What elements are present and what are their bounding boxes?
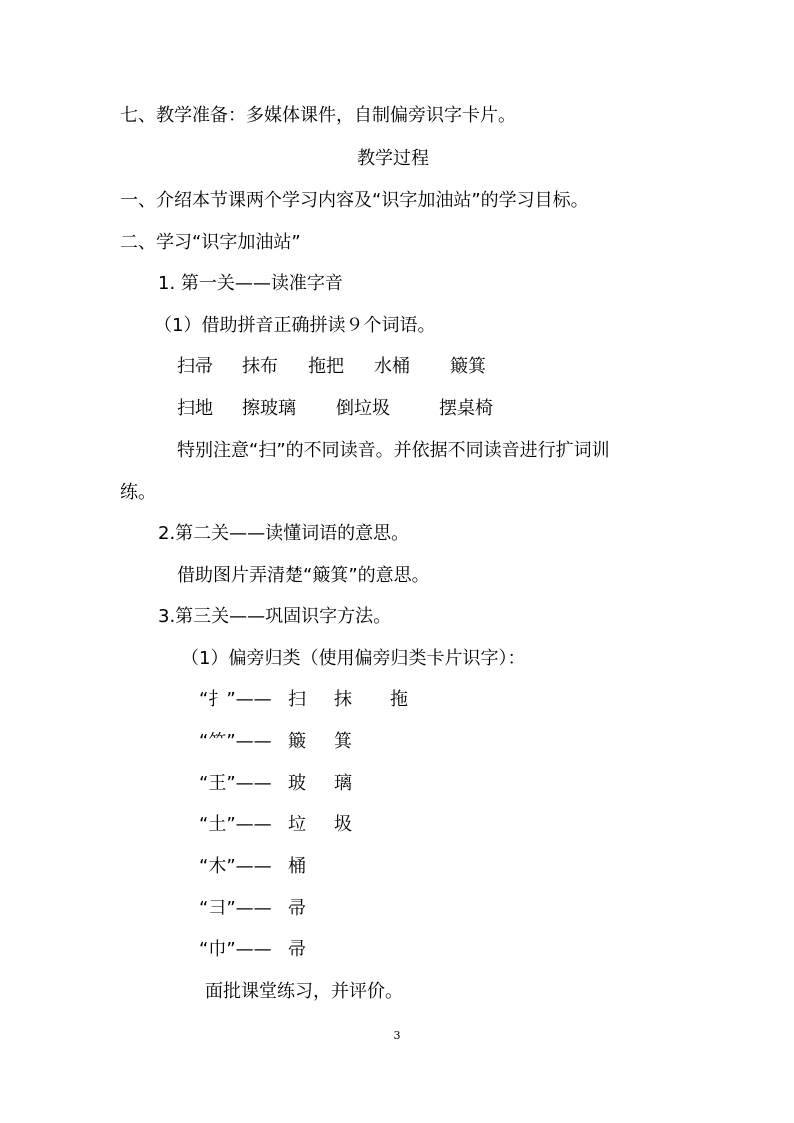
char: 抹 (334, 689, 352, 710)
word: 擦玻璃 (242, 398, 296, 419)
char: 垃 (288, 814, 306, 835)
level2-text: 借助图片弄清楚“簸箕”的意思。 (177, 565, 430, 586)
radical-label: “彐”—— (199, 898, 272, 919)
char: 圾 (334, 814, 352, 835)
level2-title: 2.第二关——读懂词语的意思。 (158, 523, 410, 544)
level1-note-continued: 练。 (120, 482, 156, 503)
level1-title: 1. 第一关——读准字音 (158, 273, 343, 294)
level3-title: 3.第三关——巩固识字方法。 (158, 606, 392, 627)
radical-label: “⺮”—— (199, 731, 272, 752)
char: 帚 (288, 898, 306, 919)
level1-step: （1）借助拼音正确拼读９个词语。 (154, 315, 436, 336)
char: 桶 (288, 856, 306, 877)
char: 拖 (390, 689, 408, 710)
char: 箕 (334, 731, 352, 752)
char: 玻 (288, 773, 306, 794)
radical-label: “王”—— (199, 773, 272, 794)
radical-label: “土”—— (199, 814, 272, 835)
word: 扫地 (177, 398, 213, 419)
char: 簸 (288, 731, 306, 752)
radical-label: “巾”—— (199, 939, 272, 960)
word: 抹布 (242, 356, 278, 377)
word: 摆桌椅 (439, 398, 493, 419)
radical-label: “木”—— (199, 856, 272, 877)
word: 簸箕 (450, 356, 486, 377)
word: 拖把 (308, 356, 344, 377)
section-two: 二、学习“识字加油站” (120, 232, 301, 253)
section-one: 一、介绍本节课两个学习内容及“识字加油站”的学习目标。 (120, 190, 589, 211)
char: 扫 (288, 689, 306, 710)
section-heading: 教学过程 (357, 148, 429, 169)
char: 帚 (288, 939, 306, 960)
level1-note: 特别注意“扫”的不同读音。并依据不同读音进行扩词训 (177, 440, 610, 461)
radical-label: “扌”—— (199, 689, 272, 710)
closing-line: 面批课堂练习，并评价。 (205, 981, 403, 1002)
page-number: 3 (393, 1029, 401, 1042)
level3-step: （1）偏旁归类（使用偏旁归类卡片识字）： (181, 648, 526, 669)
word: 水桶 (374, 356, 410, 377)
word: 扫帚 (177, 356, 213, 377)
char: 璃 (334, 773, 352, 794)
word: 倒垃圾 (336, 398, 390, 419)
teaching-prep: 七、教学准备：多媒体课件，自制偏旁识字卡片。 (120, 105, 516, 126)
